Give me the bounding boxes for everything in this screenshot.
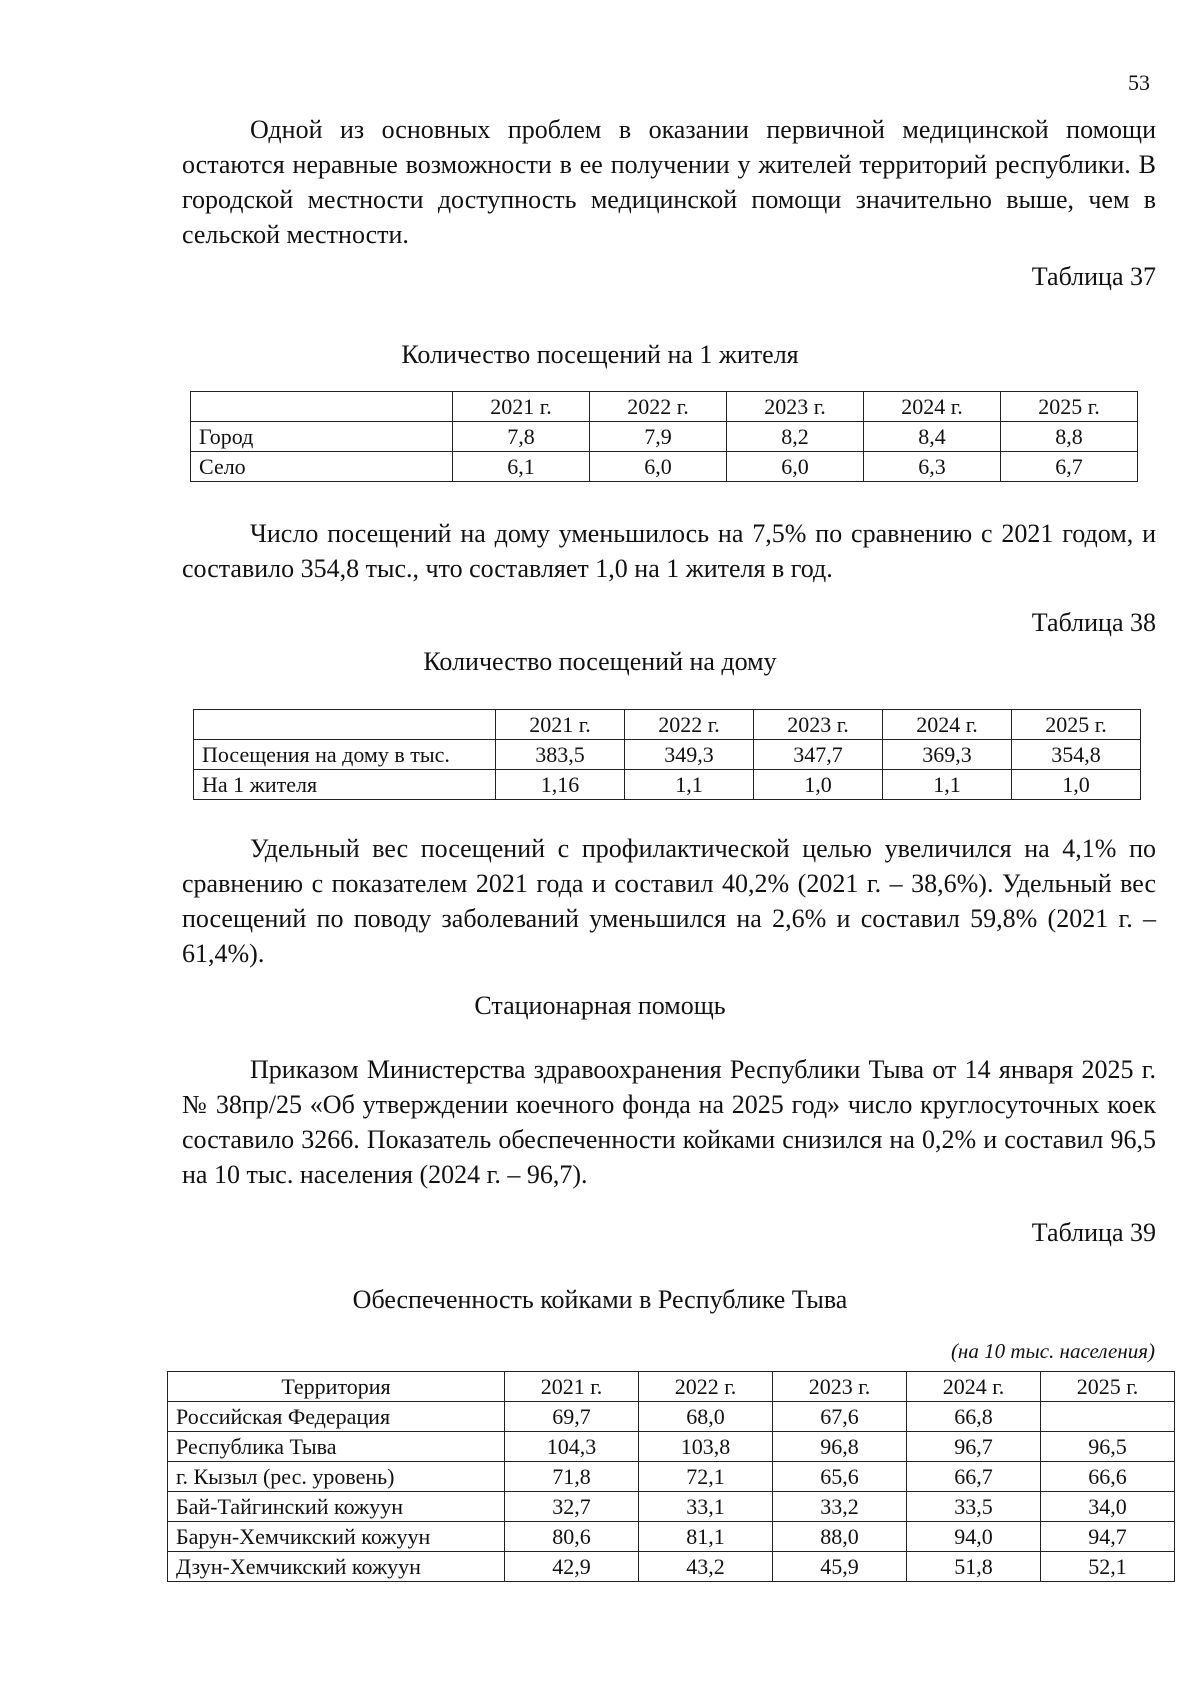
table-cell: 34,0 [1041,1492,1175,1522]
table-cell: 6,0 [590,452,727,482]
table-38-label: Таблица 38 [1031,608,1156,637]
table-cell: 2025 г. [1012,710,1141,740]
table-cell: 69,7 [505,1402,639,1432]
page-number: 53 [1128,70,1150,95]
table-cell: 7,8 [453,422,590,452]
table-cell: 67,6 [773,1402,907,1432]
table-cell: 6,7 [1001,452,1138,482]
table-cell: 1,16 [496,770,625,800]
table-cell: 33,1 [639,1492,773,1522]
table-header-row [168,1372,1175,1402]
table-cell: 369,3 [883,740,1012,770]
table-cell: 2024 г. [883,710,1012,740]
table-cell: Дзун-Хемчикский кожуун [168,1552,505,1582]
table-cell: 6,3 [864,452,1001,482]
table-cell: 383,5 [496,740,625,770]
table-cell: 8,8 [1001,422,1138,452]
table-row [168,1522,1175,1552]
table-row [168,1552,1175,1582]
table-cell: На 1 жителя [194,770,496,800]
table-row [191,452,1138,482]
table-cell: 6,0 [727,452,864,482]
table-37-label: Таблица 37 [1031,262,1156,291]
table-cell: 43,2 [639,1552,773,1582]
table-cell: 72,1 [639,1462,773,1492]
table-row [168,1462,1175,1492]
table-cell: 1,0 [754,770,883,800]
table-cell: 2022 г. [590,392,727,422]
table-cell: 96,8 [773,1432,907,1462]
table-39-label: Таблица 39 [1031,1218,1156,1247]
table-cell: 347,7 [754,740,883,770]
table-cell: Российская Федерация [168,1402,505,1432]
table-cell: 65,6 [773,1462,907,1492]
table-cell: 94,7 [1041,1522,1175,1552]
table-cell: 7,9 [590,422,727,452]
table-cell: 32,7 [505,1492,639,1522]
table-cell: 42,9 [505,1552,639,1582]
table-cell: 354,8 [1012,740,1141,770]
table-cell: Город [191,422,453,452]
table-cell: 6,1 [453,452,590,482]
table-cell: г. Кызыл (рес. уровень) [168,1462,505,1492]
table-39-caption: Обеспеченность койками в Республике Тыва [352,1285,848,1314]
table-cell: Территория [168,1372,505,1402]
table-cell: 94,0 [907,1522,1041,1552]
table-39-unit-note: (на 10 тыс. населения) [950,1339,1155,1363]
table-cell: 96,7 [907,1432,1041,1462]
table-cell [194,710,496,740]
table-cell: 2022 г. [639,1372,773,1402]
table-row [168,1432,1175,1462]
paragraph-preventive-visits: Удельный вес посещений с профилактической целью увеличился на 4,1% по сравнению с показателем 2021 года и составил 40,2% (2021 г. – 38,6%). Удельный вес посещений по поводу заболеваний уменьшился на 2,6% и составил 59,8% (2021 г. – 61,4%). [182,834,1156,968]
table-cell: Бай-Тайгинский кожуун [168,1492,505,1522]
table-cell: 2021 г. [505,1372,639,1402]
table-cell [1041,1402,1175,1432]
table-cell: 33,2 [773,1492,907,1522]
table-cell: 2025 г. [1001,392,1138,422]
section-heading: Стационарная помощь [474,991,726,1020]
table-cell: 2023 г. [754,710,883,740]
paragraph-home-visits: Число посещений на дому уменьшилось на 7,5% по сравнению с 2021 годом, и составило 354,8 тыс., что составляет 1,0 на 1 жителя в год. [182,519,1156,583]
table-cell: Республика Тыва [168,1432,505,1462]
table-37 [190,391,1138,482]
paragraph-inpatient-care: Приказом Министерства здравоохранения Республики Тыва от 14 января 2025 г. № 38пр/25 «Об утверждении коечного фонда на 2025 год» число круглосуточных коек составило 3266. Показатель обеспеченности койками снизился на 0,2% и составил 96,5 на 10 тыс. населения (2024 г. – 96,7). [182,1055,1156,1189]
table-cell: Село [191,452,453,482]
table-cell: 8,4 [864,422,1001,452]
table-cell: 2023 г. [727,392,864,422]
table-cell: 80,6 [505,1522,639,1552]
table-cell: 103,8 [639,1432,773,1462]
table-row [168,1492,1175,1522]
table-cell: 2021 г. [496,710,625,740]
table-cell: 1,0 [1012,770,1141,800]
table-cell: 51,8 [907,1552,1041,1582]
table-cell: 349,3 [625,740,754,770]
table-38-caption: Количество посещений на дому [423,647,777,676]
table-cell: 2024 г. [907,1372,1041,1402]
table-header-row [194,710,1141,740]
table-cell: 1,1 [883,770,1012,800]
table-cell: 66,8 [907,1402,1041,1432]
table-cell: 88,0 [773,1522,907,1552]
table-39 [167,1371,1175,1582]
table-cell: Посещения на дому в тыс. [194,740,496,770]
table-row [191,422,1138,452]
table-cell: Барун-Хемчикский кожуун [168,1522,505,1552]
table-cell: 1,1 [625,770,754,800]
table-cell: 2023 г. [773,1372,907,1402]
table-cell: 68,0 [639,1402,773,1432]
table-cell: 2022 г. [625,710,754,740]
table-cell: 81,1 [639,1522,773,1552]
paragraph-primary-care: Одной из основных проблем в оказании первичной медицинской помощи остаются неравные возможности в ее получении у жителей территорий республики. В городской местности доступность медицинской помощи значительно выше, чем в сельской местности. [182,115,1156,249]
table-cell: 96,5 [1041,1432,1175,1462]
table-cell: 52,1 [1041,1552,1175,1582]
table-row [194,740,1141,770]
table-cell: 2025 г. [1041,1372,1175,1402]
table-38 [193,709,1141,800]
table-cell: 66,7 [907,1462,1041,1492]
table-cell [191,392,453,422]
table-cell: 71,8 [505,1462,639,1492]
table-row [168,1402,1175,1432]
table-row [194,770,1141,800]
table-37-caption: Количество посещений на 1 жителя [401,340,799,369]
table-cell: 2021 г. [453,392,590,422]
table-cell: 45,9 [773,1552,907,1582]
table-header-row [191,392,1138,422]
table-cell: 66,6 [1041,1462,1175,1492]
table-cell: 104,3 [505,1432,639,1462]
table-cell: 2024 г. [864,392,1001,422]
table-cell: 33,5 [907,1492,1041,1522]
table-cell: 8,2 [727,422,864,452]
